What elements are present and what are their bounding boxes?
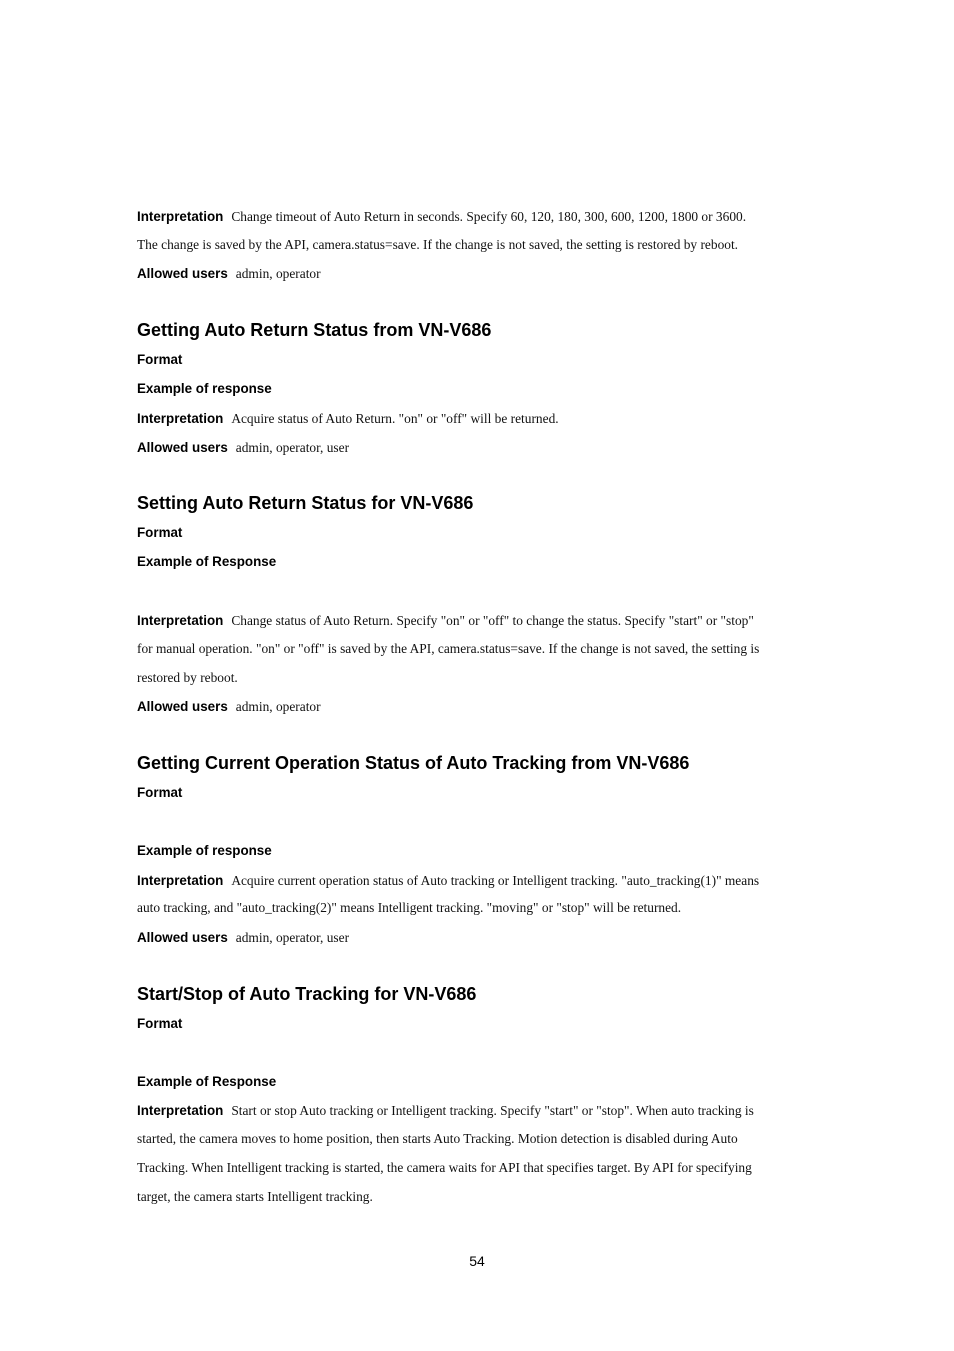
- example-label: Example of response: [137, 381, 272, 396]
- allowed-users-label: Allowed users: [137, 266, 228, 281]
- intro-interpretation-line: [137, 208, 746, 226]
- allowed-users-line: [137, 265, 321, 283]
- page-number: 54: [469, 1253, 485, 1269]
- interpretation-label: Interpretation: [137, 209, 224, 224]
- interpretation-label: Interpretation: [137, 873, 224, 888]
- interpretation-label: Interpretation: [137, 1103, 224, 1118]
- interpretation-line: [137, 872, 759, 890]
- section-heading: Getting Auto Return Status from VN-V686: [137, 320, 492, 340]
- interpretation-text: Start or stop Auto tracking or Intelligent tracking. Specify "start" or "stop". When auto tracking is: [231, 1103, 754, 1118]
- allowed-users-value: admin, operator, user: [235, 440, 350, 455]
- interpretation-text: started, the camera moves to home position, then starts Auto Tracking. Motion detection is disabled during Auto: [137, 1131, 738, 1146]
- interpretation-line: [137, 612, 754, 630]
- example-label: Example of response: [137, 843, 272, 858]
- interpretation-text: restored by reboot.: [137, 670, 238, 685]
- interpretation-line: [137, 1102, 754, 1120]
- interpretation-text: auto tracking, and "auto_tracking(2)" means Intelligent tracking. "moving" or "stop" will be returned.: [137, 900, 682, 915]
- interpretation-text: for manual operation. "on" or "off" is saved by the API, camera.status=save. If the change is not saved, the setting is: [137, 641, 760, 656]
- interpretation-text: Change timeout of Auto Return in seconds. Specify 60, 120, 180, 300, 600, 1200, 1800 or 3600.: [231, 209, 747, 224]
- format-label: Format: [137, 352, 183, 367]
- allowed-users-label: Allowed users: [137, 440, 228, 455]
- allowed-users-value: admin, operator, user: [235, 930, 350, 945]
- interpretation-text: Acquire status of Auto Return. "on" or "off" will be returned.: [231, 411, 559, 426]
- format-label: Format: [137, 525, 183, 540]
- section-heading: Setting Auto Return Status for VN-V686: [137, 493, 474, 513]
- interpretation-text: target, the camera starts Intelligent tracking.: [137, 1189, 373, 1204]
- allowed-users-line: [137, 439, 349, 457]
- allowed-users-label: Allowed users: [137, 930, 228, 945]
- allowed-users-line: [137, 698, 321, 716]
- allowed-users-label: Allowed users: [137, 699, 228, 714]
- interpretation-text: Change status of Auto Return. Specify "on" or "off" to change the status. Specify "start" or "stop": [231, 613, 754, 628]
- allowed-users-value: admin, operator: [235, 699, 321, 714]
- section-heading: Getting Current Operation Status of Auto Tracking from VN-V686: [137, 753, 690, 773]
- format-label: Format: [137, 785, 183, 800]
- interpretation-label: Interpretation: [137, 411, 224, 426]
- section-heading: Start/Stop of Auto Tracking for VN-V686: [137, 984, 477, 1004]
- interpretation-text: Tracking. When Intelligent tracking is started, the camera waits for API that specifies target. By API for specifying: [137, 1160, 752, 1175]
- allowed-users-line: [137, 929, 349, 947]
- example-label: Example of Response: [137, 1074, 277, 1089]
- format-label: Format: [137, 1016, 183, 1031]
- allowed-users-value: admin, operator: [235, 266, 321, 281]
- interpretation-text: Acquire current operation status of Auto tracking or Intelligent tracking. "auto_tracking(1)" means: [231, 873, 760, 888]
- interpretation-text: The change is saved by the API, camera.status=save. If the change is not saved, the setting is restored by reboot.: [137, 237, 739, 252]
- interpretation-line: [137, 410, 559, 428]
- interpretation-label: Interpretation: [137, 613, 224, 628]
- example-label: Example of Response: [137, 554, 277, 569]
